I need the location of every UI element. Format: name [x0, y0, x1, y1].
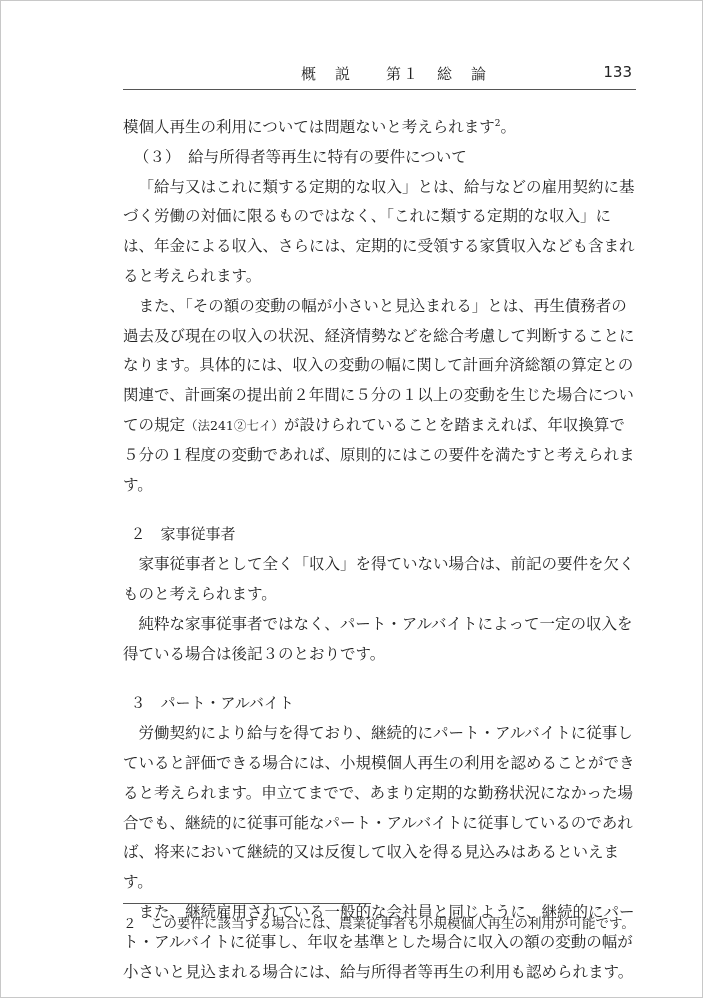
paragraph-homemaker-2: 純粋な家事従事者ではなく、パート・アルバイトによって一定の収入を得ている場合は後記３のとおりです。 — [123, 614, 633, 663]
footnote-divider — [123, 903, 371, 904]
continuation-text: 模個人再生の利用については問題ないと考えられます — [123, 118, 495, 136]
section-spacer — [123, 500, 638, 520]
paragraph-income-variation-a: また、「その額の変動の幅が小さいと見込まれる」とは、再生債務者の過去及び現在の収入の状況、経済情勢などを総合考慮して判断することになります。具体的には、収入の変動の幅に関して計画弁済総額の算定との関連で、計画案の提出前２年間に５分の１以上の変動を生じた場合についての規定 — [123, 296, 635, 434]
continuation-line — [123, 113, 638, 143]
body-text — [123, 113, 638, 987]
section-heading-part-time: ３ パート・アルバイト — [130, 694, 294, 713]
paragraph-part-time-2: また、継続雇用されている一般的な会社員と同じように、継続的にパート・アルバイトに従事し、年収を基準とした場合に収入の額の変動の幅が小さいと見込まれる場合には、給与所得者等再生の利用も認められます。 — [123, 902, 635, 981]
page-number: 133 — [603, 63, 632, 81]
continuation-end: 。 — [500, 118, 516, 136]
sub-heading: （３） 給与所得者等再生に特有の要件について — [133, 147, 467, 166]
paragraph-income-variation — [123, 292, 638, 501]
footnote: ２ この要件に該当する場合には、農業従事者も小規模個人再生の利用が可能です。 — [123, 916, 635, 932]
running-title: 概 説 第１ 総 論 — [301, 65, 489, 83]
paragraph-part-time-1: 労働契約により給与を得ており、継続的にパート・アルバイトに従事していると評価できる場合には、小規模個人再生の利用を認めることができると考えられます。申立てまでで、あまり定期的な勤務状況になかった場合でも、継続的に従事可能なパート・アルバイトに従事しているのであれば、将来において継続的又は反復して収入を得る見込みはあるといえます。 — [123, 724, 635, 892]
paragraph-homemaker-1: 家事従事者として全く「収入」を得ていない場合は、前記の要件を欠くものと考えられます。 — [123, 555, 635, 603]
page-header — [123, 63, 636, 90]
paragraph-income-variation-b: が設けられていることを踏まえれば、年収換算で５分の１程度の変動であれば、原則的にはこの要件を満たすと考えられます。 — [123, 415, 635, 494]
footnote-marker: 2 — [494, 118, 501, 129]
section-spacer — [123, 669, 638, 689]
paragraph-salary-definition: 「給与又はこれに類する定期的な収入」とは、給与などの雇用契約に基づく労働の対価に限るものではなく、「これに類する定期的な収入」には、年金による収入、さらには、定期的に受領する家賃収入なども含まれると考えられます。 — [123, 177, 635, 285]
section-heading-homemaker: ２ 家事従事者 — [130, 525, 236, 544]
statute-reference: （法241②七イ） — [185, 417, 284, 433]
